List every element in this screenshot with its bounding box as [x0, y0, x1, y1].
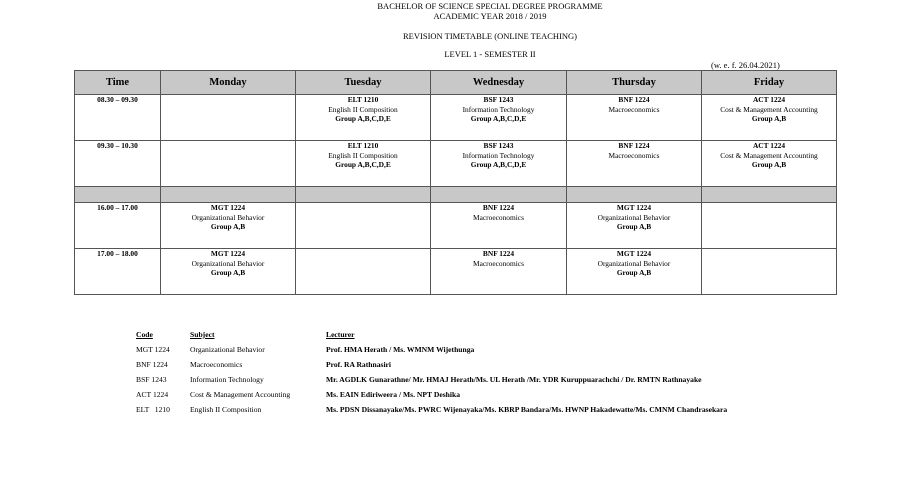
course-code: ELT 1210 [347, 141, 379, 150]
class-cell [296, 95, 431, 141]
class-cell [161, 249, 296, 295]
course-subject: Organizational Behavior [191, 258, 265, 268]
table-row [75, 141, 837, 187]
course-subject: English II Composition [328, 104, 398, 114]
course-code: BNF 1224 [482, 203, 515, 212]
break-cell [161, 187, 296, 203]
course-subject: Macroeconomics [608, 150, 660, 160]
course-subject: Organizational Behavior [597, 212, 671, 222]
course-subject: Organizational Behavior [191, 212, 265, 222]
course-code: BNF 1224 [618, 95, 650, 104]
break-cell [567, 187, 702, 203]
time-slot: 08.30 – 09.30 [75, 95, 161, 141]
legend-lecturer: Prof. RA Rathnasiri [326, 360, 392, 369]
course-subject: Organizational Behavior [597, 258, 671, 268]
header-friday: Friday [702, 71, 837, 95]
break-cell [75, 187, 161, 203]
class-cell [431, 203, 567, 249]
legend-header-code: Code [136, 330, 153, 339]
course-subject: English II Composition [328, 150, 398, 160]
course-subject: Macroeconomics [473, 212, 524, 222]
course-code: BSF 1243 [483, 95, 514, 104]
course-group: Group A,B [616, 222, 652, 231]
academic-year: ACADEMIC YEAR 2018 / 2019 [433, 11, 547, 21]
course-code: ACT 1224 [752, 95, 786, 104]
header-wednesday: Wednesday [431, 71, 567, 95]
course-code: MGT 1224 [616, 249, 652, 258]
course-code: ACT 1224 [752, 141, 786, 150]
time-slot: 17.00 – 18.00 [75, 249, 161, 295]
break-cell [702, 187, 837, 203]
class-cell [702, 141, 837, 187]
level-semester: LEVEL 1 - SEMESTER II [444, 49, 536, 59]
legend-header-subject: Subject [190, 330, 215, 339]
effective-date: (w. e. f. 26.04.2021) [711, 60, 780, 70]
course-group: Group A,B [210, 222, 246, 231]
course-code: BNF 1224 [482, 249, 515, 258]
time-slot: 09.30 – 10.30 [75, 141, 161, 187]
course-group: Group A,B [616, 268, 652, 277]
course-subject: Cost & Management Accounting [720, 104, 818, 114]
timetable-title: REVISION TIMETABLE (ONLINE TEACHING) [403, 31, 577, 41]
course-group: Group A,B [210, 268, 246, 277]
time-slot: 16.00 – 17.00 [75, 203, 161, 249]
legend-subject: Cost & Management Accounting [190, 390, 291, 399]
class-cell [567, 141, 702, 187]
course-group: Group A,B,C,D,E [470, 160, 527, 169]
class-cell [161, 203, 296, 249]
class-cell [567, 95, 702, 141]
course-group: Group A,B,C,D,E [470, 114, 527, 123]
header-tuesday: Tuesday [296, 71, 431, 95]
course-code: MGT 1224 [616, 203, 652, 212]
course-subject: Macroeconomics [473, 258, 524, 268]
class-cell [161, 141, 296, 187]
programme-title: BACHELOR OF SCIENCE SPECIAL DEGREE PROGRAMME [377, 1, 603, 11]
class-cell [296, 249, 431, 295]
class-cell [161, 95, 296, 141]
course-code: MGT 1224 [210, 203, 246, 212]
legend-subject: Macroeconomics [190, 360, 243, 369]
course-subject: Cost & Management Accounting [720, 150, 818, 160]
legend-header-lecturer: Lecturer [326, 330, 355, 339]
legend-code: MGT 1224 [136, 345, 170, 354]
class-cell [431, 141, 567, 187]
class-cell [567, 249, 702, 295]
class-cell [296, 141, 431, 187]
break-row [75, 187, 837, 203]
legend-code: ELT 1210 [136, 405, 170, 414]
class-cell [296, 203, 431, 249]
course-subject: Information Technology [462, 104, 535, 114]
header-thursday: Thursday [567, 71, 702, 95]
course-code: MGT 1224 [210, 249, 246, 258]
legend-subject: Organizational Behavior [190, 345, 265, 354]
course-group: Group A,B,C,D,E [335, 114, 391, 123]
class-cell [702, 249, 837, 295]
legend-lecturer: Ms. EAIN Ediriweera / Ms. NPT Deshika [326, 390, 461, 399]
table-row [75, 203, 837, 249]
legend-code: BSF 1243 [136, 375, 167, 384]
class-cell [702, 95, 837, 141]
legend-subject: English II Composition [190, 405, 262, 414]
legend-code: ACT 1224 [136, 390, 169, 399]
class-cell [431, 95, 567, 141]
course-subject: Information Technology [462, 150, 535, 160]
table-row [75, 249, 837, 295]
legend-code: BNF 1224 [136, 360, 168, 369]
break-cell [431, 187, 567, 203]
legend-lecturer: Ms. PDSN Dissanayake/Ms. PWRC Wijenayaka/Ms. KBRP Bandara/Ms. HWNP Hakadewatte/Ms. CMNM Chandrasekara [326, 405, 728, 414]
legend-lecturer: Mr. AGDLK Gunarathne/ Mr. HMAJ Herath/Ms. UL Herath /Mr. YDR Kuruppuarachchi / Dr. RMTN Rathnayake [326, 375, 702, 384]
course-group: Group A,B [751, 114, 787, 123]
course-group: Group A,B,C,D,E [335, 160, 391, 169]
course-code: BNF 1224 [618, 141, 650, 150]
timetable-header-row [75, 71, 837, 95]
break-cell [296, 187, 431, 203]
course-group: Group A,B [751, 160, 787, 169]
class-cell [567, 203, 702, 249]
legend-subject: Information Technology [190, 375, 264, 384]
course-code: BSF 1243 [483, 141, 514, 150]
class-cell [431, 249, 567, 295]
table-row [75, 95, 837, 141]
header-monday: Monday [161, 71, 296, 95]
class-cell [702, 203, 837, 249]
legend-lecturer: Prof. HMA Herath / Ms. WMNM Wijethunga [326, 345, 475, 354]
course-subject: Macroeconomics [608, 104, 660, 114]
timetable [74, 70, 837, 295]
course-code: ELT 1210 [347, 95, 379, 104]
header-time: Time [75, 71, 161, 95]
